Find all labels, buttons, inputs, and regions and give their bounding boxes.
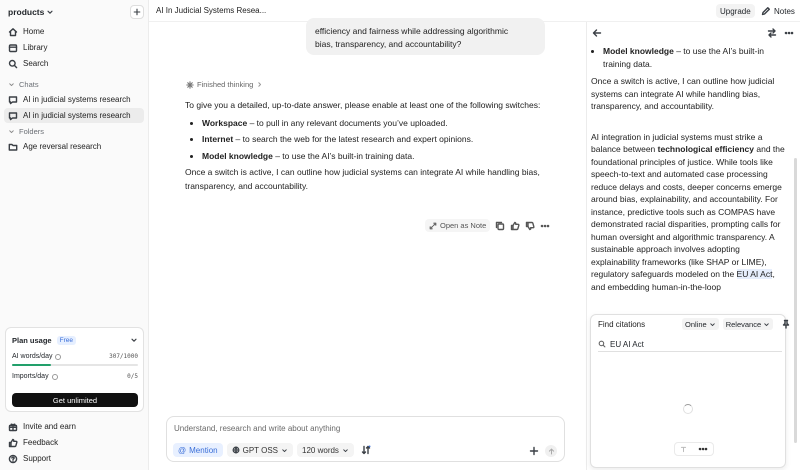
list-item xyxy=(202,117,541,131)
list-item-bold: Model knowledge xyxy=(603,46,674,56)
ai-words-value: 307/1000 xyxy=(109,353,138,360)
plus-icon xyxy=(133,8,141,16)
list-item xyxy=(202,150,541,164)
plus-icon[interactable] xyxy=(529,446,539,456)
open-as-note-label: Open as Note xyxy=(440,221,487,230)
pin-icon[interactable] xyxy=(781,319,791,329)
citation-search[interactable] xyxy=(598,337,782,352)
list-item-bold: Model knowledge xyxy=(202,150,273,161)
folder-item[interactable] xyxy=(4,139,144,154)
chevron-down-icon xyxy=(8,81,15,88)
sort-settings-icon[interactable] xyxy=(361,445,371,455)
model-selector[interactable] xyxy=(227,443,293,457)
plan-usage-title: Plan usage xyxy=(12,336,52,345)
list-item xyxy=(202,133,541,147)
notes-panel xyxy=(586,22,800,470)
list-item-text: – to use the AI’s built-in training data. xyxy=(603,46,764,69)
citation-controls xyxy=(682,318,791,330)
list-item xyxy=(603,45,789,70)
answer-intro: To give you a detailed, up-to-date answer, please enable at least one of the following switches: xyxy=(185,100,541,110)
chat-item-active[interactable] xyxy=(4,108,144,123)
composer-input[interactable]: Understand, research and write about anything xyxy=(174,424,341,433)
feedback-label: Feedback xyxy=(23,438,59,447)
source-label: Online xyxy=(685,319,707,329)
arrow-up-icon xyxy=(548,448,555,455)
send-button[interactable] xyxy=(545,445,557,457)
finished-thinking-toggle[interactable] xyxy=(186,80,263,89)
chats-section-label: Chats xyxy=(19,80,39,89)
sparkle-icon xyxy=(186,81,194,89)
more-icon[interactable] xyxy=(784,28,794,38)
invite-and-earn-label: Invite and earn xyxy=(23,422,76,431)
chevron-down-icon xyxy=(342,447,349,454)
chevron-down-icon xyxy=(763,321,770,328)
search-icon xyxy=(8,59,18,69)
list-item-text: – to search the web for the latest research and expert opinions. xyxy=(233,134,474,144)
folders-section-label: Folders xyxy=(19,127,45,136)
sort-selector[interactable] xyxy=(723,318,773,330)
new-chat-button[interactable] xyxy=(130,5,144,19)
sidebar-item-label: Library xyxy=(23,43,48,52)
ai-words-label: AI words/day xyxy=(12,353,53,360)
imports-row xyxy=(12,373,138,380)
expand-icon xyxy=(429,222,437,230)
model-label: GPT OSS xyxy=(242,445,279,455)
search-icon xyxy=(598,340,606,348)
note-text: , and embedding human-in-the-loop xyxy=(591,269,775,292)
thumbs-up-icon[interactable] xyxy=(510,221,520,231)
chat-item-label: AI in judicial systems research xyxy=(23,95,131,104)
sidebar-item-search[interactable] xyxy=(4,56,144,71)
notes-toolbar xyxy=(587,26,800,40)
message-actions xyxy=(425,219,550,232)
feedback-link[interactable] xyxy=(4,435,144,450)
notes-scrollbar[interactable] xyxy=(794,158,797,443)
get-unlimited-button[interactable]: Get unlimited xyxy=(12,393,138,407)
notes-button-label: Notes xyxy=(774,6,795,16)
imports-value: 0/5 xyxy=(127,373,138,380)
composer-actions xyxy=(529,445,557,457)
list-item-bold: Workspace xyxy=(202,117,248,128)
note-text: and the foundational principles of justice. While tools like speech-to-text and automated case processing reduce delays and costs, deeper concerns emerge around bias, explainability, and accountability. For instance, predictive tools such as COMPAS have demonstrated racial disparities, prompting calls for human oversight and algorithmic transparency. A sustainable approach involves adopting explainability frameworks (like SHAP or LIME), regulatory safeguards modeled on the xyxy=(591,144,785,279)
loading-spinner xyxy=(683,404,693,414)
sidebar-item-library[interactable] xyxy=(4,40,144,55)
home-icon xyxy=(8,27,18,37)
list-item-bold: Internet xyxy=(202,134,234,144)
sidebar-item-label: Home xyxy=(23,27,45,36)
format-icon[interactable] xyxy=(680,446,687,453)
note-paragraph xyxy=(591,131,789,294)
note-list xyxy=(591,45,789,70)
word-count-selector[interactable] xyxy=(297,443,354,457)
more-icon[interactable] xyxy=(698,444,708,454)
sidebar-item-label: Search xyxy=(23,59,49,68)
thumbs-up-icon xyxy=(8,438,18,448)
folder-icon xyxy=(8,142,18,152)
at-icon: @ xyxy=(178,445,187,455)
switch-list xyxy=(185,117,541,164)
plan-usage-card xyxy=(5,327,144,412)
open-as-note-button[interactable] xyxy=(425,219,490,232)
plan-usage-header xyxy=(12,336,76,345)
chat-bubble-icon xyxy=(8,111,18,121)
highlighted-selection[interactable]: EU AI Act xyxy=(736,269,773,279)
chat-bubble-icon xyxy=(8,95,18,105)
find-citations-title: Find citations xyxy=(598,320,646,329)
citation-search-input[interactable]: EU AI Act xyxy=(610,339,644,349)
composer-toolbar xyxy=(173,443,371,457)
folder-item-label: Age reversal research xyxy=(23,142,102,151)
note-editor[interactable] xyxy=(591,45,789,299)
finished-thinking-label: Finished thinking xyxy=(197,80,254,89)
answer-outro: Once a switch is active, I can outline how judicial systems can integrate AI while handling bias, transparency, and accountability. xyxy=(185,167,540,191)
folders-section-toggle[interactable] xyxy=(8,127,44,136)
workspace-name: products xyxy=(8,7,45,17)
pencil-icon xyxy=(761,6,771,16)
assistant-message xyxy=(185,99,541,197)
word-count-label: 120 words xyxy=(302,445,339,455)
thumbs-down-icon[interactable] xyxy=(525,221,535,231)
upgrade-button[interactable]: Upgrade xyxy=(716,4,755,18)
list-item-text: – to pull in any relevant documents you’ve uploaded. xyxy=(247,117,448,128)
arrow-left-icon[interactable] xyxy=(592,28,602,38)
document-title[interactable]: AI In Judicial Systems Resea... xyxy=(156,6,267,15)
invite-and-earn-link[interactable] xyxy=(4,419,144,434)
note-paragraph: Once a switch is active, I can outline how judicial systems can integrate AI while handling bias, transparency, and accountability. xyxy=(591,76,775,111)
source-selector[interactable] xyxy=(682,318,719,330)
ai-words-progress-fill xyxy=(12,364,51,366)
sidebar-item-home[interactable] xyxy=(4,24,144,39)
chats-section-toggle[interactable] xyxy=(8,80,39,89)
sort-label: Relevance xyxy=(725,319,762,329)
globe-icon xyxy=(232,446,240,454)
chevron-right-icon xyxy=(256,81,263,88)
chevron-down-icon xyxy=(281,447,288,454)
notes-button[interactable] xyxy=(757,4,799,18)
note-text: AI integration in judicial systems must strike a balance between xyxy=(591,131,763,154)
chat-item-label: AI in judicial systems research xyxy=(23,111,131,120)
user-message xyxy=(306,18,545,55)
imports-label: Imports/day xyxy=(12,373,49,380)
mention-label: Mention xyxy=(189,445,218,455)
ai-words-progress xyxy=(12,364,138,366)
chevron-down-icon xyxy=(46,8,54,16)
support-label: Support xyxy=(23,454,52,463)
chevron-down-icon[interactable] xyxy=(130,336,138,344)
more-icon[interactable] xyxy=(540,221,550,231)
ai-words-row xyxy=(12,353,138,360)
chevron-down-icon xyxy=(8,128,15,135)
user-message-line: efficiency and fairness while addressing algorithmic xyxy=(315,26,509,36)
find-citations-popover xyxy=(590,314,786,468)
gift-icon xyxy=(8,422,18,432)
support-link[interactable] xyxy=(4,451,144,466)
user-message-line: bias, transparency, and accountability? xyxy=(315,39,462,49)
composer xyxy=(166,416,565,462)
copy-icon[interactable] xyxy=(495,221,505,231)
info-icon[interactable] xyxy=(52,374,58,380)
help-icon xyxy=(8,454,18,464)
library-icon xyxy=(8,43,18,53)
chat-item[interactable] xyxy=(4,92,144,107)
info-icon[interactable] xyxy=(55,354,61,360)
sidebar xyxy=(0,0,149,470)
list-item-text: – to use the AI’s built-in training data. xyxy=(272,150,415,161)
mention-button[interactable] xyxy=(173,443,223,457)
plan-badge: Free xyxy=(57,336,76,345)
sidebar-header xyxy=(8,5,144,19)
chat-area xyxy=(149,22,586,470)
popover-mini-toolbar xyxy=(674,442,714,456)
workspace-switcher[interactable] xyxy=(8,7,54,17)
chevron-down-icon xyxy=(709,321,716,328)
swap-icon[interactable] xyxy=(767,28,777,38)
note-bold-text: technological efficiency xyxy=(657,144,755,154)
